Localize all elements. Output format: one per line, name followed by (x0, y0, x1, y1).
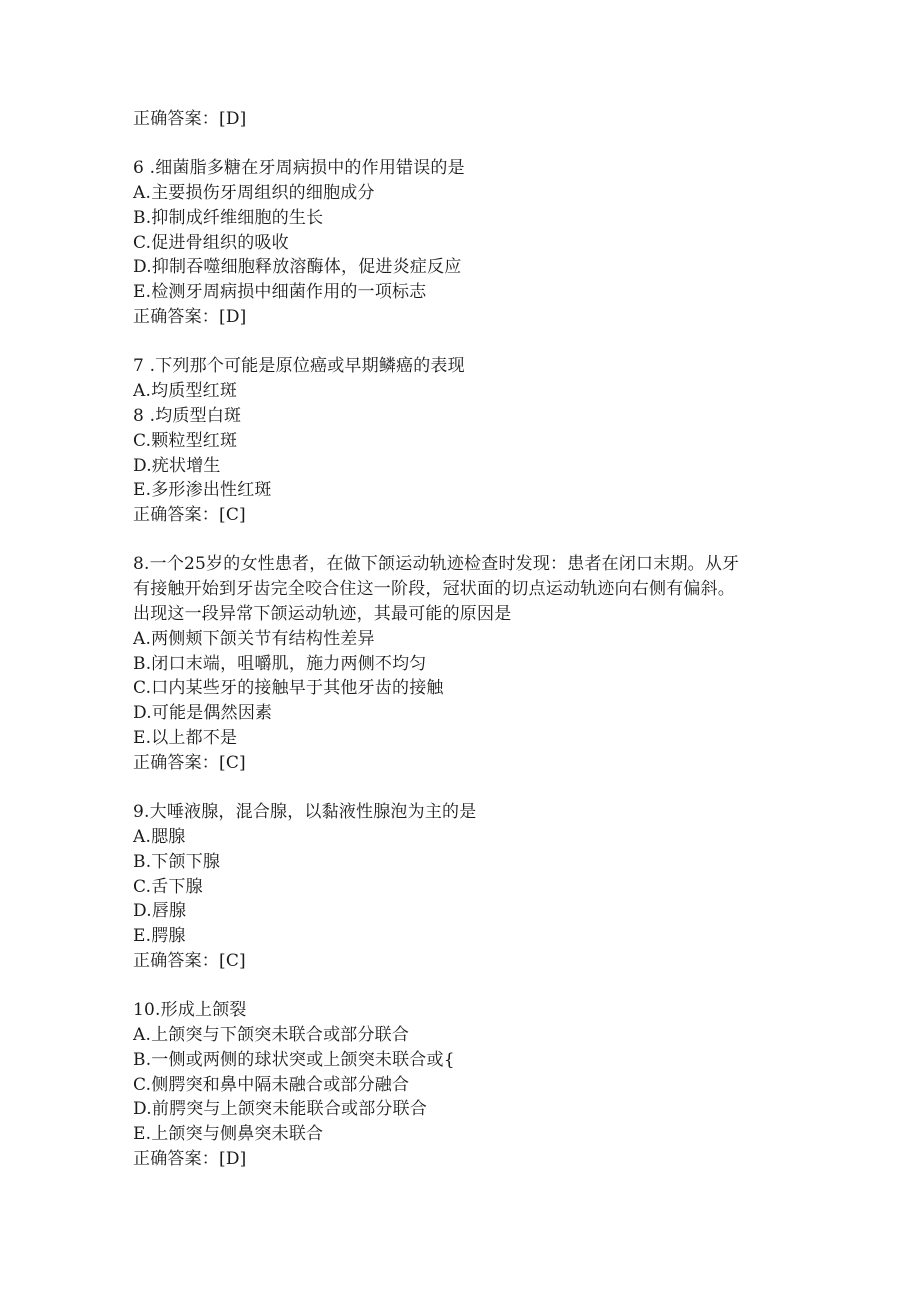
question-8-stem-line-1: 8.一个25岁的女性患者，在做下颌运动轨迹检查时发现：患者在闭口末期。从牙 (133, 554, 740, 575)
question-7-stem: 7 .下列那个可能是原位癌或早期鳞癌的表现 (133, 356, 465, 377)
question-8-option-b: B.闭口末端，咀嚼肌，施力两侧不均匀 (133, 653, 427, 674)
question-9-option-c: C.舌下腺 (133, 876, 203, 897)
question-6-option-a: A.主要损伤牙周组织的细胞成分 (133, 183, 375, 204)
question-9-option-a: A.腮腺 (133, 826, 186, 847)
question-6-option-b: B.抑制成纤维细胞的生长 (133, 207, 324, 228)
question-7-option-c: C.颗粒型红斑 (133, 430, 238, 451)
question-7 (133, 354, 813, 528)
question-10-option-c: C.侧腭突和鼻中隔未融合或部分融合 (133, 1074, 410, 1095)
question-7-option-d: D.疣状增生 (133, 455, 221, 476)
question-10-option-b: B.一侧或两侧的球状突或上颌突未联合或{ (133, 1049, 455, 1070)
spacer (133, 974, 813, 999)
spacer (133, 528, 813, 553)
question-9-option-e: E.腭腺 (133, 926, 186, 947)
answer-block-5 (133, 107, 813, 132)
question-8-option-a: A.两侧颊下颌关节有结构性差异 (133, 628, 375, 649)
question-7-option-a: A.均质型红斑 (133, 381, 238, 402)
question-7-option-b: 8 .均质型白斑 (133, 405, 242, 426)
question-10-option-d: D.前腭突与上颌突未能联合或部分联合 (133, 1099, 428, 1120)
question-9-answer: 正确答案：[C] (133, 950, 246, 971)
question-6-option-d: D.抑制吞噬细胞释放溶酶体，促进炎症反应 (133, 257, 462, 278)
question-6-stem: 6 .细菌脂多糖在牙周病损中的作用错误的是 (133, 158, 465, 179)
question-6 (133, 156, 813, 330)
question-9 (133, 800, 813, 974)
question-9-stem: 9.大唾液腺，混合腺，以黏液性腺泡为主的是 (133, 802, 477, 823)
question-8-option-d: D.可能是偶然因素 (133, 703, 273, 724)
spacer (133, 776, 813, 801)
question-9-option-d: D.唇腺 (133, 901, 187, 922)
question-10-option-a: A.上颌突与下颌突未联合或部分联合 (133, 1025, 410, 1045)
spacer (133, 330, 813, 355)
question-8-option-e: E.以上都不是 (133, 728, 238, 749)
question-6-option-e: E.检测牙周病损中细菌作用的一项标志 (133, 282, 427, 303)
question-10-option-e: E.上颌突与侧鼻突未联合 (133, 1124, 324, 1145)
question-6-option-c: C.促进骨组织的吸收 (133, 232, 289, 253)
question-9-option-b: B.下颌下腺 (133, 851, 221, 872)
question-10-answer: 正确答案：[D] (133, 1148, 247, 1169)
question-7-option-e: E.多形渗出性红斑 (133, 480, 272, 501)
question-8 (133, 552, 813, 775)
question-10 (133, 998, 813, 1172)
spacer (133, 132, 813, 157)
question-6-answer: 正确答案：[D] (133, 307, 247, 328)
question-8-option-c: C.口内某些牙的接触早于其他牙齿的接触 (133, 678, 444, 699)
question-7-answer: 正确答案：[C] (133, 505, 246, 526)
document-page (133, 107, 813, 1172)
correct-answer-5: 正确答案：[D] (133, 109, 247, 129)
question-10-stem: 10.形成上颌裂 (133, 1000, 247, 1021)
question-8-answer: 正确答案：[C] (133, 752, 246, 773)
question-8-stem-line-3: 出现这一段异常下颌运动轨迹，其最可能的原因是 (133, 604, 512, 625)
question-8-stem-line-2: 有接触开始到牙齿完全咬合住这一阶段，冠状面的切点运动轨迹向右侧有偏斜。 (133, 579, 735, 600)
